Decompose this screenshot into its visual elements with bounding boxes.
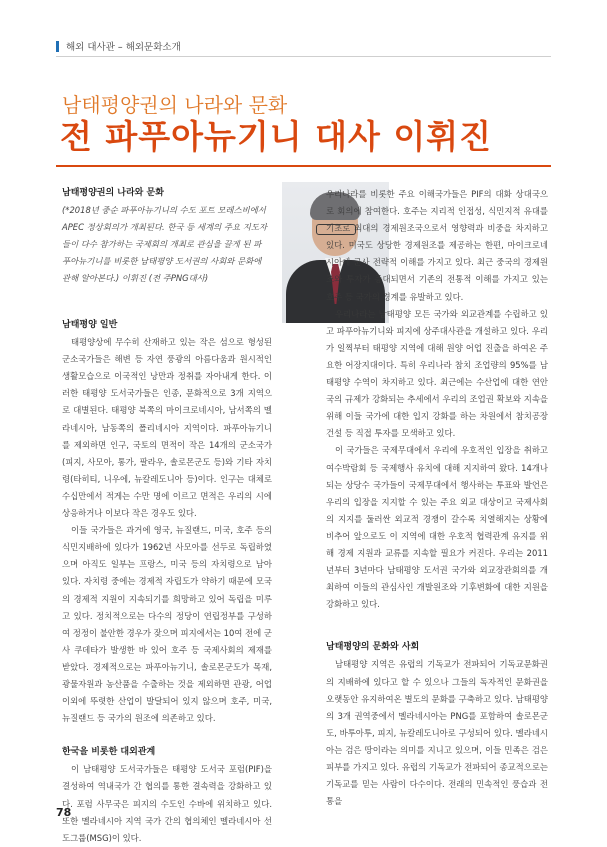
body-paragraph: 우리나라를 비롯한 주요 이해국가들은 PIF의 대화 상대국으로 회의에 참여한다. 호주는 지리적 인접성, 식민지적 유대를 기초로 최대의 경제원조국으로서 영향력과 비중을 차지하고 있다. 미국도 상당한 경제원조를 제공하는 한편, 마이크로네시아에 군사 전략적 이해를 가지고 있다. 최근 중국의 경제원조와 투자가 증대되면서 기존의 전통적 이해를 가지고 있는 호주 등 국가의 경계를 유발하고 있다. [326,189,548,302]
page-number: 78 [56,806,72,819]
title-divider [56,165,551,167]
section-heading: 남태평양 일반 [62,320,118,330]
intro-text: (*2018년 중순 파푸아뉴기니의 수도 포트 모레스비에서 APEC 정상회의가 개최된다. 한국 등 세계의 주요 지도자들이 다수 참가하는 국제회의 개최로 관심을 끌게 된 파푸아뉴기니를 비롯한 남태평양 도서권의 사회와 문화에 관해 알아본다.) 이휘진 (전 주PNG대사) [62,205,268,284]
section-header: 해외 대사관 – 해외문화소개 [66,42,181,53]
left-column [62,317,272,847]
section-heading: 한국을 비롯한 대외관계 [62,747,156,758]
body-paragraph: 태평양상에 무수히 산재하고 있는 작은 섬으로 형성된 군소국가들은 해변 등 자연 풍광의 아름다움과 원시적인 생활모습으로 이국적인 낭만과 정취를 자아내게 한다. 이러한 태평양 도서국가들은 인종, 문화적으로 3개 지역으로 대별된다. 태평양 북쪽의 마이크로네시아, 남서쪽의 멜라네시아, 남동쪽의 폴리네시아 지역이다. 파푸아뉴기니를 제외하면 인구, 국토의 면적이 작은 14개의 군소국가(피지, 사모아, 통가, 팔라우, 솔로몬군도 등)와 기타 자치령(타히티, 니우에, 뉴칼레도니아 등)이다. 인구는 대체로 수십만에서 적게는 수만 명에 이르고 면적은 우리의 시에 상응하거나 이보다 작은 경우도 있다. [62,337,272,519]
header-accent-bar [56,41,59,52]
body-paragraph: 남태평양 지역은 유럽의 기독교가 전파되어 기독교문화권의 지배하에 있다고 할 수 있으나 그들의 독자적인 문화권을 오랫동안 유지하여온 별도의 문화를 구축하고 있다. 남태평양의 3개 권역중에서 멜라네시아는 PNG를 포함하여 솔로몬군도, 바투아투, 피지, 뉴칼레도니아로 구성되어 있다. 멜라네시아는 검은 땅이라는 의미를 지니고 있으며, 이들 민족은 검은 피부를 가지고 있다. 유럽의 기독교가 전파되어 종교적으로는 기독교를 믿는 사람이 다수이다. 전래의 민속적인 풍습과 전통을 [326,659,548,807]
body-paragraph: 우리나라는 남태평양 모든 국가와 외교관계를 수립하고 있고 파푸아뉴기니와 피지에 상주대사관을 개설하고 있다. 우리가 일찍부터 태평양 지역에 대해 원양 어업 진출을 하여온 주요한 어장지대이다. 특히 우리나라 참치 조업량의 95%를 남태평양 수역이 차지하고 있다. 최근에는 수산업에 대한 연안국의 규제가 강화되는 추세에서 우리의 조업권 확보와 지속을 위해 이들 국가에 대한 입지 강화를 하는 차원에서 참치공장 건설 등 직접 투자를 모색하고 있다. [326,308,548,439]
intro-heading: 남태평양권의 나라와 문화 [62,188,164,198]
body-paragraph: 이들 국가들은 과거에 영국, 뉴질랜드, 미국, 호주 등의 식민지배하에 있다가 1962년 사모아를 선두로 독립하였으며 아직도 일부는 프랑스, 미국 등의 자치령으로 남아 있다. 자치령 중에는 경제적 자립도가 약하기 때문에 모국의 경제적 지원이 지속되기를 희망하고 있어 독립을 미루고 있다. 정치적으로는 다수의 정당이 연립정부를 구성하여 정정이 불안한 경우가 잦으며 피지에서는 10여 전에 군사 쿠데타가 발생한 바 있어 호주 등 국제사회의 제재를 받았다. 경제적으로는 파푸아뉴기니, 솔로몬군도가 목재, 광물자원과 농산품을 수출하는 것을 제외하면 관광, 어업 이외에 뚜렷한 산업이 발달되어 있지 않으며 호주, 미국, 뉴질랜드 등 국가의 원조에 의존하고 있다. [62,525,272,724]
header-divider [56,56,551,57]
section-heading: 남태평양의 문화와 사회 [326,642,420,653]
article-title: 전 파푸아뉴기니 대사 이휘진 [60,117,493,156]
right-column [326,186,548,810]
article-subtitle: 남태평양권의 나라와 문화 [62,93,288,117]
body-paragraph: 이 국가들은 국제무대에서 우리에 우호적인 입장을 취하고 여수박람회 등 국제행사 유치에 대해 지지하여 왔다. 14개나 되는 상당수 국가들이 국제무대에서 행사하는 투표와 발언은 우리의 입장을 지지할 수 있는 주요 외교 대상이고 국제사회의 지지를 둘러싼 외교적 경쟁이 갈수록 치열해지는 상황에 비추어 앞으로도 이 지역에 대한 우호적 협력관계 유지를 위해 경제 지원과 교류를 지속할 필요가 커진다. 우리는 2011년부터 3년마다 남태평양 도서권 국가와 외교장관회의를 개최하여 이들의 관심사인 개발원조와 기후변화에 대한 지원을 강화하고 있다. [326,445,548,610]
body-paragraph: 이 남태평양 도서국가들은 태평양 도서국 포럼(PIF)을 결성하여 역내국가 간 협의를 통한 결속력을 강화하고 있다. 포럼 사무국은 피지의 수도인 수바에 위치하고 있다. 또한 멜라네시아 지역 국가 간의 협의체인 멜라네시아 선도그룹(MSG)이 있다. [62,764,272,843]
